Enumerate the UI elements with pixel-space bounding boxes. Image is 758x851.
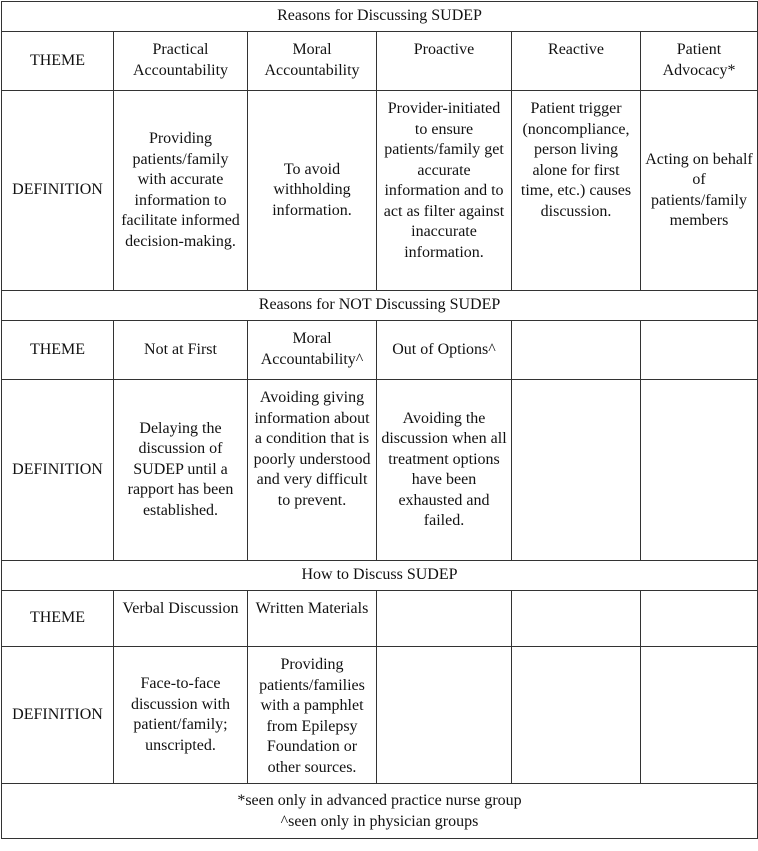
definition-cell: Provider-initiated to ensure patients/family get accurate information and to act as filter against inaccurate information. xyxy=(377,91,512,291)
theme-cell xyxy=(512,321,641,380)
theme-cell: Patient Advocacy* xyxy=(641,32,758,91)
definition-label: DEFINITION xyxy=(2,380,114,561)
definition-cell xyxy=(377,647,512,784)
section-title: How to Discuss SUDEP xyxy=(2,561,758,591)
definition-cell xyxy=(512,647,641,784)
theme-cell: Practical Accountability xyxy=(114,32,248,91)
theme-cell: Proactive xyxy=(377,32,512,91)
definition-label: DEFINITION xyxy=(2,91,114,291)
theme-cell: Moral Accountability xyxy=(248,32,377,91)
section-title: Reasons for Discussing SUDEP xyxy=(2,2,758,32)
theme-cell xyxy=(377,591,512,647)
theme-cell: Moral Accountability^ xyxy=(248,321,377,380)
definition-cell xyxy=(512,380,641,561)
definition-cell: Patient trigger (noncompliance, person living alone for first time, etc.) causes discussion. xyxy=(512,91,641,291)
definition-cell: Avoiding the discussion when all treatment options have been exhausted and failed. xyxy=(377,380,512,561)
theme-label: THEME xyxy=(2,591,114,647)
theme-label: THEME xyxy=(2,321,114,380)
definition-cell: Delaying the discussion of SUDEP until a rapport has been established. xyxy=(114,380,248,561)
theme-cell: Written Materials xyxy=(248,591,377,647)
footnotes xyxy=(2,784,758,839)
theme-label: THEME xyxy=(2,32,114,91)
definition-cell xyxy=(641,647,758,784)
definition-cell: Providing patients/family with accurate information to facilitate informed decision-making. xyxy=(114,91,248,291)
theme-cell xyxy=(641,591,758,647)
definition-cell: To avoid withholding information. xyxy=(248,91,377,291)
theme-cell: Not at First xyxy=(114,321,248,380)
footnote: ^seen only in physician groups xyxy=(280,813,479,830)
theme-cell: Verbal Discussion xyxy=(114,591,248,647)
section-title: Reasons for NOT Discussing SUDEP xyxy=(2,291,758,321)
definition-label: DEFINITION xyxy=(2,647,114,784)
theme-cell: Out of Options^ xyxy=(377,321,512,380)
footnote: *seen only in advanced practice nurse group xyxy=(237,792,522,809)
theme-cell xyxy=(641,321,758,380)
sudep-themes-table xyxy=(1,1,758,839)
theme-cell xyxy=(512,591,641,647)
theme-cell: Reactive xyxy=(512,32,641,91)
definition-cell: Face-to-face discussion with patient/family; unscripted. xyxy=(114,647,248,784)
definition-cell: Providing patients/families with a pamphlet from Epilepsy Foundation or other sources. xyxy=(248,647,377,784)
definition-cell: Acting on behalf of patients/family members xyxy=(641,91,758,291)
definition-cell: Avoiding giving information about a condition that is poorly understood and very difficult to prevent. xyxy=(248,380,377,561)
definition-cell xyxy=(641,380,758,561)
